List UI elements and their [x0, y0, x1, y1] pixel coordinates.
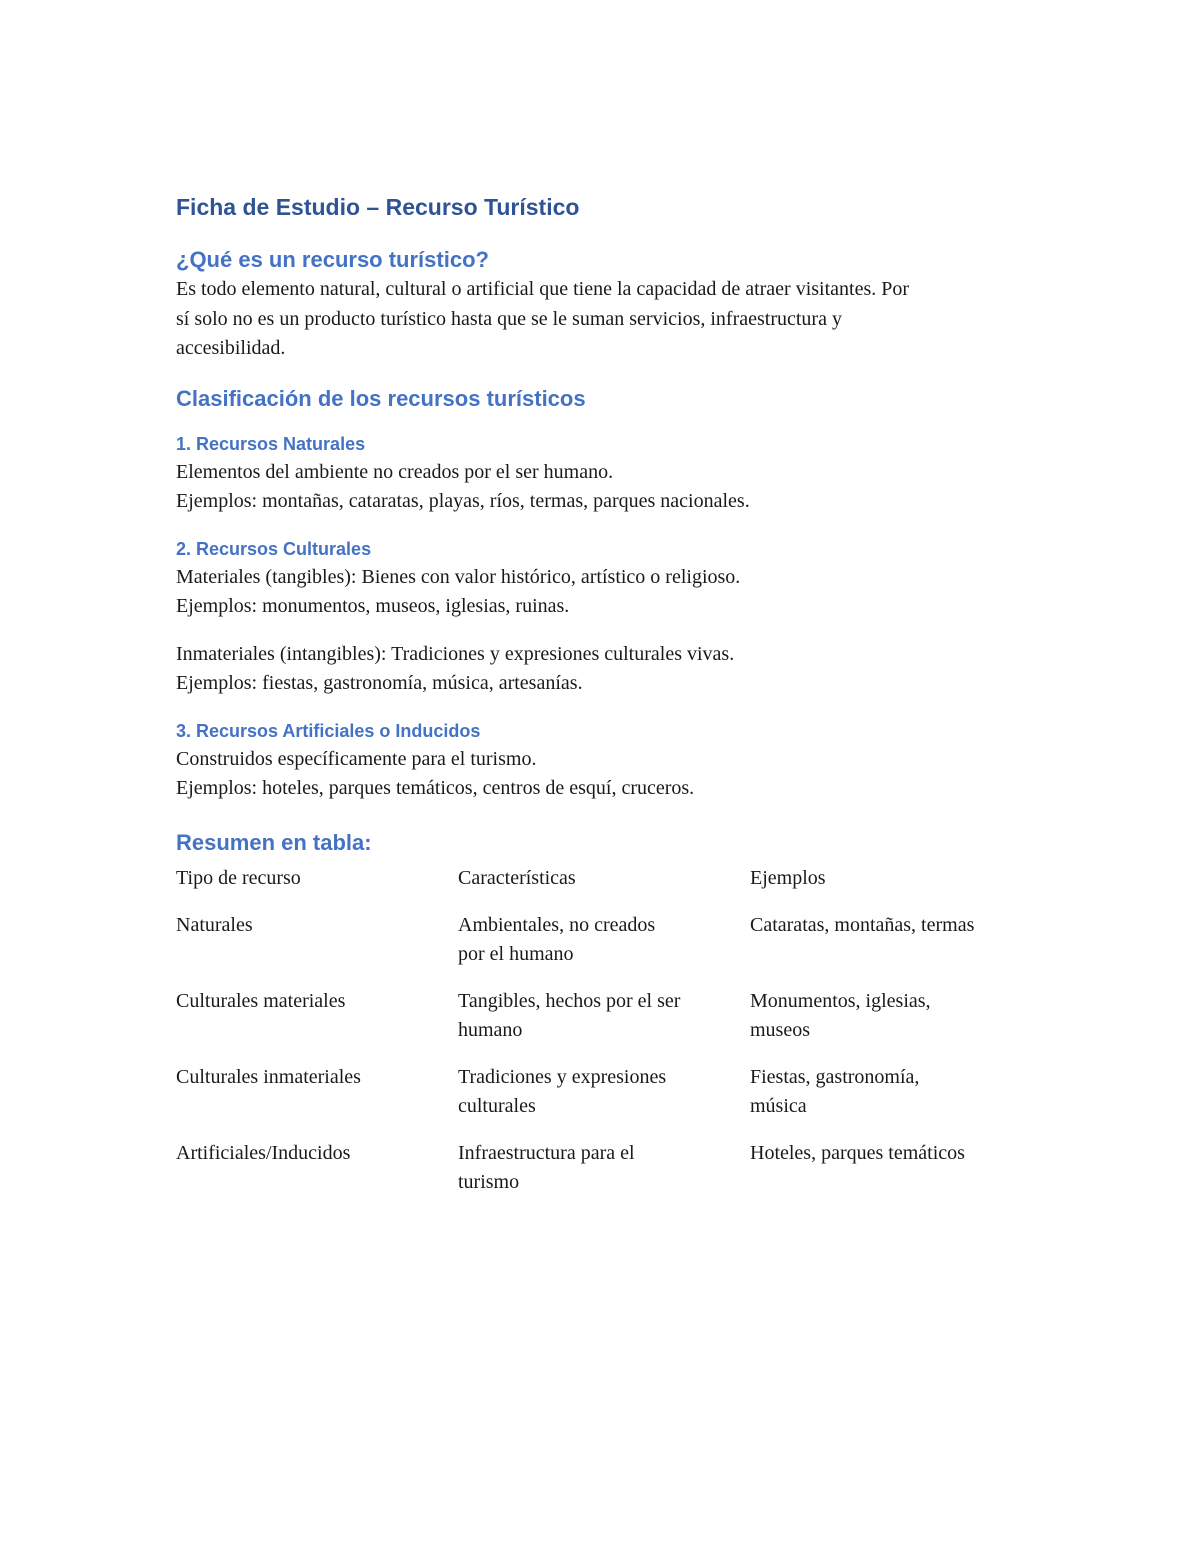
natural-resources-paragraph	[176, 458, 1036, 517]
table-cell-line: Culturales materiales	[176, 990, 346, 1012]
table-header-cell: Tipo de recurso	[176, 866, 301, 889]
table-cell	[176, 1063, 458, 1139]
table-cell-line: turismo	[458, 1170, 520, 1193]
table-cell-line: Ambientales, no creados	[458, 914, 656, 936]
natural-description: Elementos del ambiente no creados por el ser humano.	[176, 460, 614, 483]
table-cell-line: Infraestructura para el	[458, 1142, 635, 1164]
subheading-cultural-resources: 2. Recursos Culturales	[176, 538, 372, 559]
table-cell-line: Artificiales/Inducidos	[176, 1142, 351, 1164]
table-cell-line: Fiestas, gastronomía,	[750, 1066, 920, 1088]
table-cell-line: humano	[458, 1018, 523, 1041]
table-cell-line: Hoteles, parques temáticos	[750, 1142, 965, 1164]
table-cell	[176, 911, 458, 987]
table-cell	[750, 1063, 1036, 1139]
artificial-description: Construidos específicamente para el turismo.	[176, 747, 537, 770]
table-cell-line: Naturales	[176, 914, 253, 936]
table-cell-line: Culturales inmateriales	[176, 1066, 361, 1088]
table-cell-line: Tangibles, hechos por el ser	[458, 990, 681, 1012]
definition-line: sí solo no es un producto turístico hasta que se le suman servicios, infraestructura y	[176, 307, 842, 330]
artificial-resources-paragraph	[176, 745, 1036, 804]
cultural-material-description: Materiales (tangibles): Bienes con valor histórico, artístico o religioso.	[176, 565, 741, 588]
table-cell-line: museos	[750, 1018, 810, 1041]
table-cell-line: Tradiciones y expresiones	[458, 1066, 667, 1088]
table-row	[176, 1139, 1036, 1215]
section-heading-classification: Clasificación de los recursos turísticos	[176, 385, 586, 411]
table-cell	[458, 1063, 750, 1139]
table-cell	[176, 987, 458, 1063]
cultural-immaterial-paragraph	[176, 640, 1036, 699]
cultural-immaterial-examples: Ejemplos: fiestas, gastronomía, música, artesanías.	[176, 672, 583, 694]
table-header-cell: Características	[458, 866, 576, 889]
table-row	[176, 987, 1036, 1063]
table-cell	[750, 911, 1036, 987]
table-cell-line: por el humano	[458, 942, 574, 965]
table-cell-line: música	[750, 1094, 807, 1117]
table-cell	[750, 987, 1036, 1063]
definition-line: Es todo elemento natural, cultural o artificial que tiene la capacidad de atraer visitantes. Por	[176, 278, 910, 300]
section-heading-definition: ¿Qué es un recurso turístico?	[176, 247, 489, 272]
table-cell	[458, 1139, 750, 1215]
summary-table	[176, 864, 1036, 1216]
table-cell-line: Monumentos, iglesias,	[750, 990, 931, 1012]
table-cell	[750, 1139, 1036, 1215]
document-title: Ficha de Estudio – Recurso Turístico	[176, 194, 580, 220]
table-row	[176, 1063, 1036, 1139]
table-row	[176, 911, 1036, 987]
table-header-cell: Ejemplos	[750, 866, 826, 889]
definition-line: accesibilidad.	[176, 337, 286, 359]
table-cell	[458, 911, 750, 987]
section-heading-summary: Resumen en tabla:	[176, 829, 372, 855]
table-cell	[176, 1139, 458, 1215]
cultural-material-examples: Ejemplos: monumentos, museos, iglesias, ruinas.	[176, 595, 570, 617]
artificial-examples: Ejemplos: hoteles, parques temáticos, centros de esquí, cruceros.	[176, 777, 695, 799]
subheading-natural-resources: 1. Recursos Naturales	[176, 433, 366, 454]
table-header-row	[176, 864, 1036, 912]
cultural-immaterial-description: Inmateriales (intangibles): Tradiciones y expresiones culturales vivas.	[176, 642, 735, 665]
table-cell-line: Cataratas, montañas, termas	[750, 914, 975, 936]
table-cell	[458, 987, 750, 1063]
cultural-material-paragraph	[176, 563, 1036, 622]
natural-examples: Ejemplos: montañas, cataratas, playas, ríos, termas, parques nacionales.	[176, 490, 750, 512]
table-cell-line: culturales	[458, 1094, 536, 1117]
document-page	[176, 190, 1036, 1215]
definition-paragraph	[176, 275, 1036, 364]
subheading-artificial-resources: 3. Recursos Artificiales o Inducidos	[176, 720, 481, 741]
